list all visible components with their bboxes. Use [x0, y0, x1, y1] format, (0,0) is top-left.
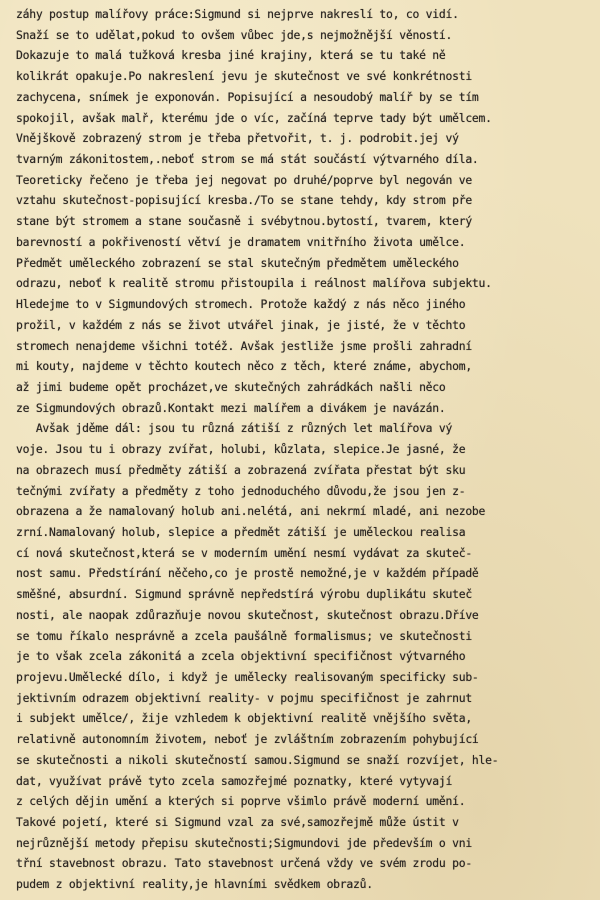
- text-line: Dokazuje to malá tužková kresba jiné krajiny, která se tu také ně: [16, 48, 446, 63]
- text-line: se tomu říkalo nesprávně a zcela paušálně formalismus; ve skutečnosti: [16, 628, 472, 643]
- text-line: třní stavebnost obrazu. Tato stavebnost určená vždy ve svém zrodu po-: [16, 856, 472, 871]
- text-line: Předmět uměleckého zobrazení se stal skutečným předmětem uměleckého: [16, 255, 459, 270]
- text-line: Takové pojetí, které si Sigmund vzal za své,samozřejmě může ústit v: [16, 815, 459, 830]
- text-line: zrní.Namalovaný holub, slepice a předmět zátiší je uměleckou realisa: [16, 524, 466, 539]
- text-line: i subjekt umělce/, žije vzhledem k objektivní realitě vnějšího světa,: [16, 711, 472, 726]
- text-line: stane být stromem a stane současně i svébytnou.bytostí, tvarem, který: [16, 214, 472, 229]
- text-line: mi kouty, najdeme v těchto koutech něco z těch, které známe, abychom,: [16, 359, 472, 374]
- text-line: Snaží se to udělat,pokud to ovšem vůbec jde,s nejmožnější věností.: [16, 27, 453, 42]
- text-line: Teoreticky řečeno je třeba jej negovat po druhé/poprve byl negován ve: [16, 172, 472, 187]
- text-line: Avšak jděme dál: jsou tu různá zátiší z různých let malířova vý: [16, 421, 453, 436]
- text-line: na obrazech musí předměty zátiší a zobrazená zvířata přestat být sku: [16, 462, 466, 477]
- text-line: je to však zcela zákonitá a zcela objektivní specifičnost výtvarného: [16, 649, 466, 664]
- text-line: voje. Jsou tu i obrazy zvířat, holubi, kůzlata, slepice.Je jasné, že: [16, 442, 466, 457]
- text-line: nejrůznější metody přepisu skutečnosti;Sigmundovi jde především o vni: [16, 835, 472, 850]
- text-line: směšné, absurdní. Sigmund správně nepředstírá výrobu duplikátu skuteč: [16, 587, 472, 602]
- text-line: z celých dějin umění a kterých si poprve všimlo právě moderní umění.: [16, 794, 466, 809]
- text-line: cí nová skutečnost,která se v moderním umění nesmí vydávat za skuteč-: [16, 545, 472, 560]
- text-line: odrazu, neboť k realitě stromu přistoupila i reálnost malířova subjektu.: [16, 276, 492, 291]
- text-line: nost samu. Předstírání něčeho,co je prostě nemožné,je v každém případě: [16, 566, 479, 581]
- text-line: až jimi budeme opět procházet,ve skutečných zahrádkách našli něco: [16, 379, 446, 394]
- text-line: relativně autonomním životem, neboť je zvláštním zobrazením pohybující: [16, 732, 479, 747]
- text-line: ze Sigmundových obrazů.Kontakt mezi malířem a divákem je navázán.: [16, 400, 446, 415]
- typewritten-text: [16, 4, 596, 895]
- text-line: prožil, v každém z nás se život utvářel jinak, je jisté, že v těchto: [16, 317, 466, 332]
- text-line: Vnějškově zobrazený strom je třeba přetvořit, t. j. podrobit.jej vý: [16, 131, 459, 146]
- text-line: zachycena, snímek je exponován. Popisující a nesoudobý malíř by se tím: [16, 89, 479, 104]
- text-line: tvarným zákonitostem,.neboť strom se má stát součástí výtvarného díla.: [16, 152, 479, 167]
- text-line: tečnými zvířaty a předměty z toho jednoduchého důvodu,že jsou jen z-: [16, 483, 466, 498]
- text-line: jektivním odrazem objektivní reality- v pojmu specifičnost je zahrnut: [16, 690, 472, 705]
- text-line: vztahu skutečnost-popisující kresba./To se stane tehdy, kdy strom pře: [16, 193, 472, 208]
- text-line: pudem z objektivní reality,je hlavními svědkem obrazů.: [16, 877, 373, 892]
- text-line: barevností a pokřiveností větví je dramatem vnitřního života umělce.: [16, 234, 466, 249]
- text-line: stromech nenajdeme všichni totéž. Avšak jestliže jsme prošli zahradní: [16, 338, 472, 353]
- text-line: záhy postup malířovy práce:Sigmund si nejprve nakreslí to, co vidí.: [16, 7, 459, 21]
- text-line: se skutečnosti a nikoli skutečností samou.Sigmund se snaží rozvíjet, hle-: [16, 752, 499, 767]
- text-line: kolikrát opakuje.Po nakreslení jevu je skutečnost ve své konkrétnosti: [16, 69, 472, 84]
- text-line: nosti, ale naopak zdůrazňuje novou skutečnost, skutečnost obrazu.Dříve: [16, 607, 479, 622]
- text-line: Hledejme to v Sigmundových stromech. Protože každý z nás něco jiného: [16, 297, 466, 312]
- text-line: spokojil, avšak malř, kterému jde o víc, začíná teprve tady být umělcem.: [16, 110, 492, 125]
- text-line: dat, využívat právě tyto zcela samozřejmé poznatky, které vytyvají: [16, 773, 453, 788]
- text-line: projevu.Umělecké dílo, i když je umělecky realisovaným specificky sub-: [16, 670, 479, 684]
- text-line: obrazena a že namalovaný holub ani.nelétá, ani nekrmí mladé, ani nezobe: [16, 504, 486, 519]
